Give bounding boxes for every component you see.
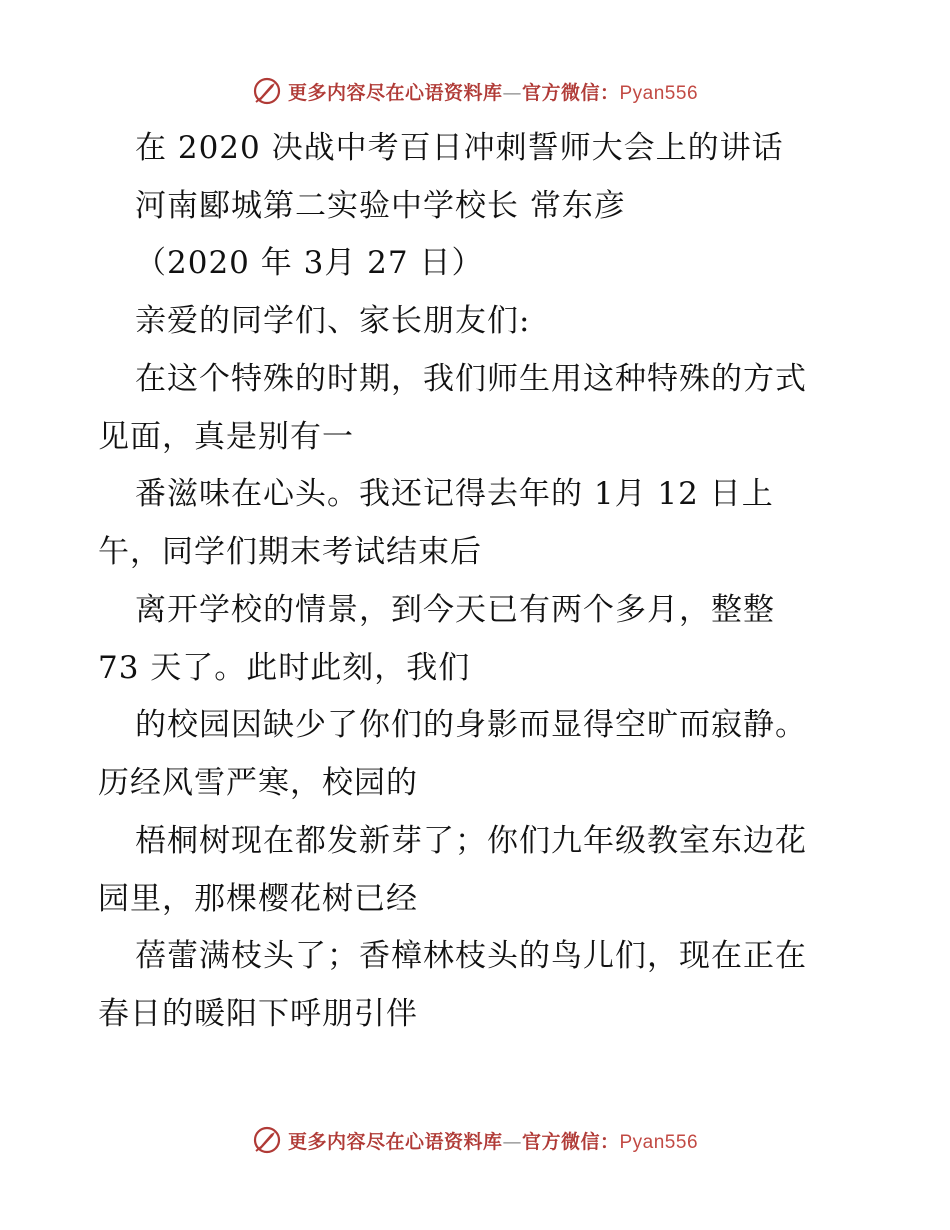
watermark-separator: — bbox=[502, 81, 522, 104]
paragraph-line: 梧桐树现在都发新芽了；你们九年级教室东边花 bbox=[135, 823, 807, 859]
quill-pen-circle-icon bbox=[252, 1125, 282, 1155]
paragraph-line: 蓓蕾满枝头了；香樟林枝头的鸟儿们，现在正在 bbox=[135, 938, 807, 974]
header-watermark bbox=[0, 74, 950, 108]
paragraph-line: 番滋味在心头。我还记得去年的 1月 12 日上 bbox=[135, 476, 774, 512]
watermark-text bbox=[288, 78, 698, 105]
paragraph-line: 历经风雪严寒，校园的 bbox=[98, 765, 418, 801]
watermark-text bbox=[288, 1127, 698, 1154]
paragraph-line: 的校园因缺少了你们的身影而显得空旷而寂静。 bbox=[135, 707, 807, 743]
document-salutation: 亲爱的同学们、家长朋友们: bbox=[135, 303, 531, 339]
paragraph-line: 73 天了。此时此刻，我们 bbox=[98, 650, 471, 686]
watermark-separator: — bbox=[502, 1130, 522, 1153]
quill-pen-circle-icon bbox=[252, 76, 282, 106]
footer-watermark bbox=[0, 1123, 950, 1157]
document-author: 河南郾城第二实验中学校长 常东彦 bbox=[135, 188, 626, 224]
watermark-wechat-id: Pyan556 bbox=[619, 1131, 699, 1153]
paragraph-line: 午，同学们期末考试结束后 bbox=[98, 534, 482, 570]
watermark-main: 更多内容尽在心语资料库 bbox=[287, 1130, 503, 1153]
paragraph-line: 见面，真是别有一 bbox=[98, 419, 354, 455]
paragraph-line: 园里，那棵樱花树已经 bbox=[98, 881, 418, 917]
watermark-main: 更多内容尽在心语资料库 bbox=[287, 81, 503, 104]
document-title: 在 2020 决战中考百日冲刺誓师大会上的讲话 bbox=[135, 130, 784, 166]
document-date: （2020 年 3月 27 日） bbox=[135, 245, 484, 281]
paragraph-line: 春日的暖阳下呼朋引伴 bbox=[98, 996, 418, 1032]
paragraph-line: 离开学校的情景，到今天已有两个多月，整整 bbox=[135, 592, 775, 628]
watermark-wechat-label: 官方微信： bbox=[521, 81, 620, 104]
watermark-wechat-id: Pyan556 bbox=[619, 82, 699, 104]
watermark-wechat-label: 官方微信： bbox=[521, 1130, 620, 1153]
paragraph-line: 在这个特殊的时期，我们师生用这种特殊的方式 bbox=[135, 361, 807, 397]
